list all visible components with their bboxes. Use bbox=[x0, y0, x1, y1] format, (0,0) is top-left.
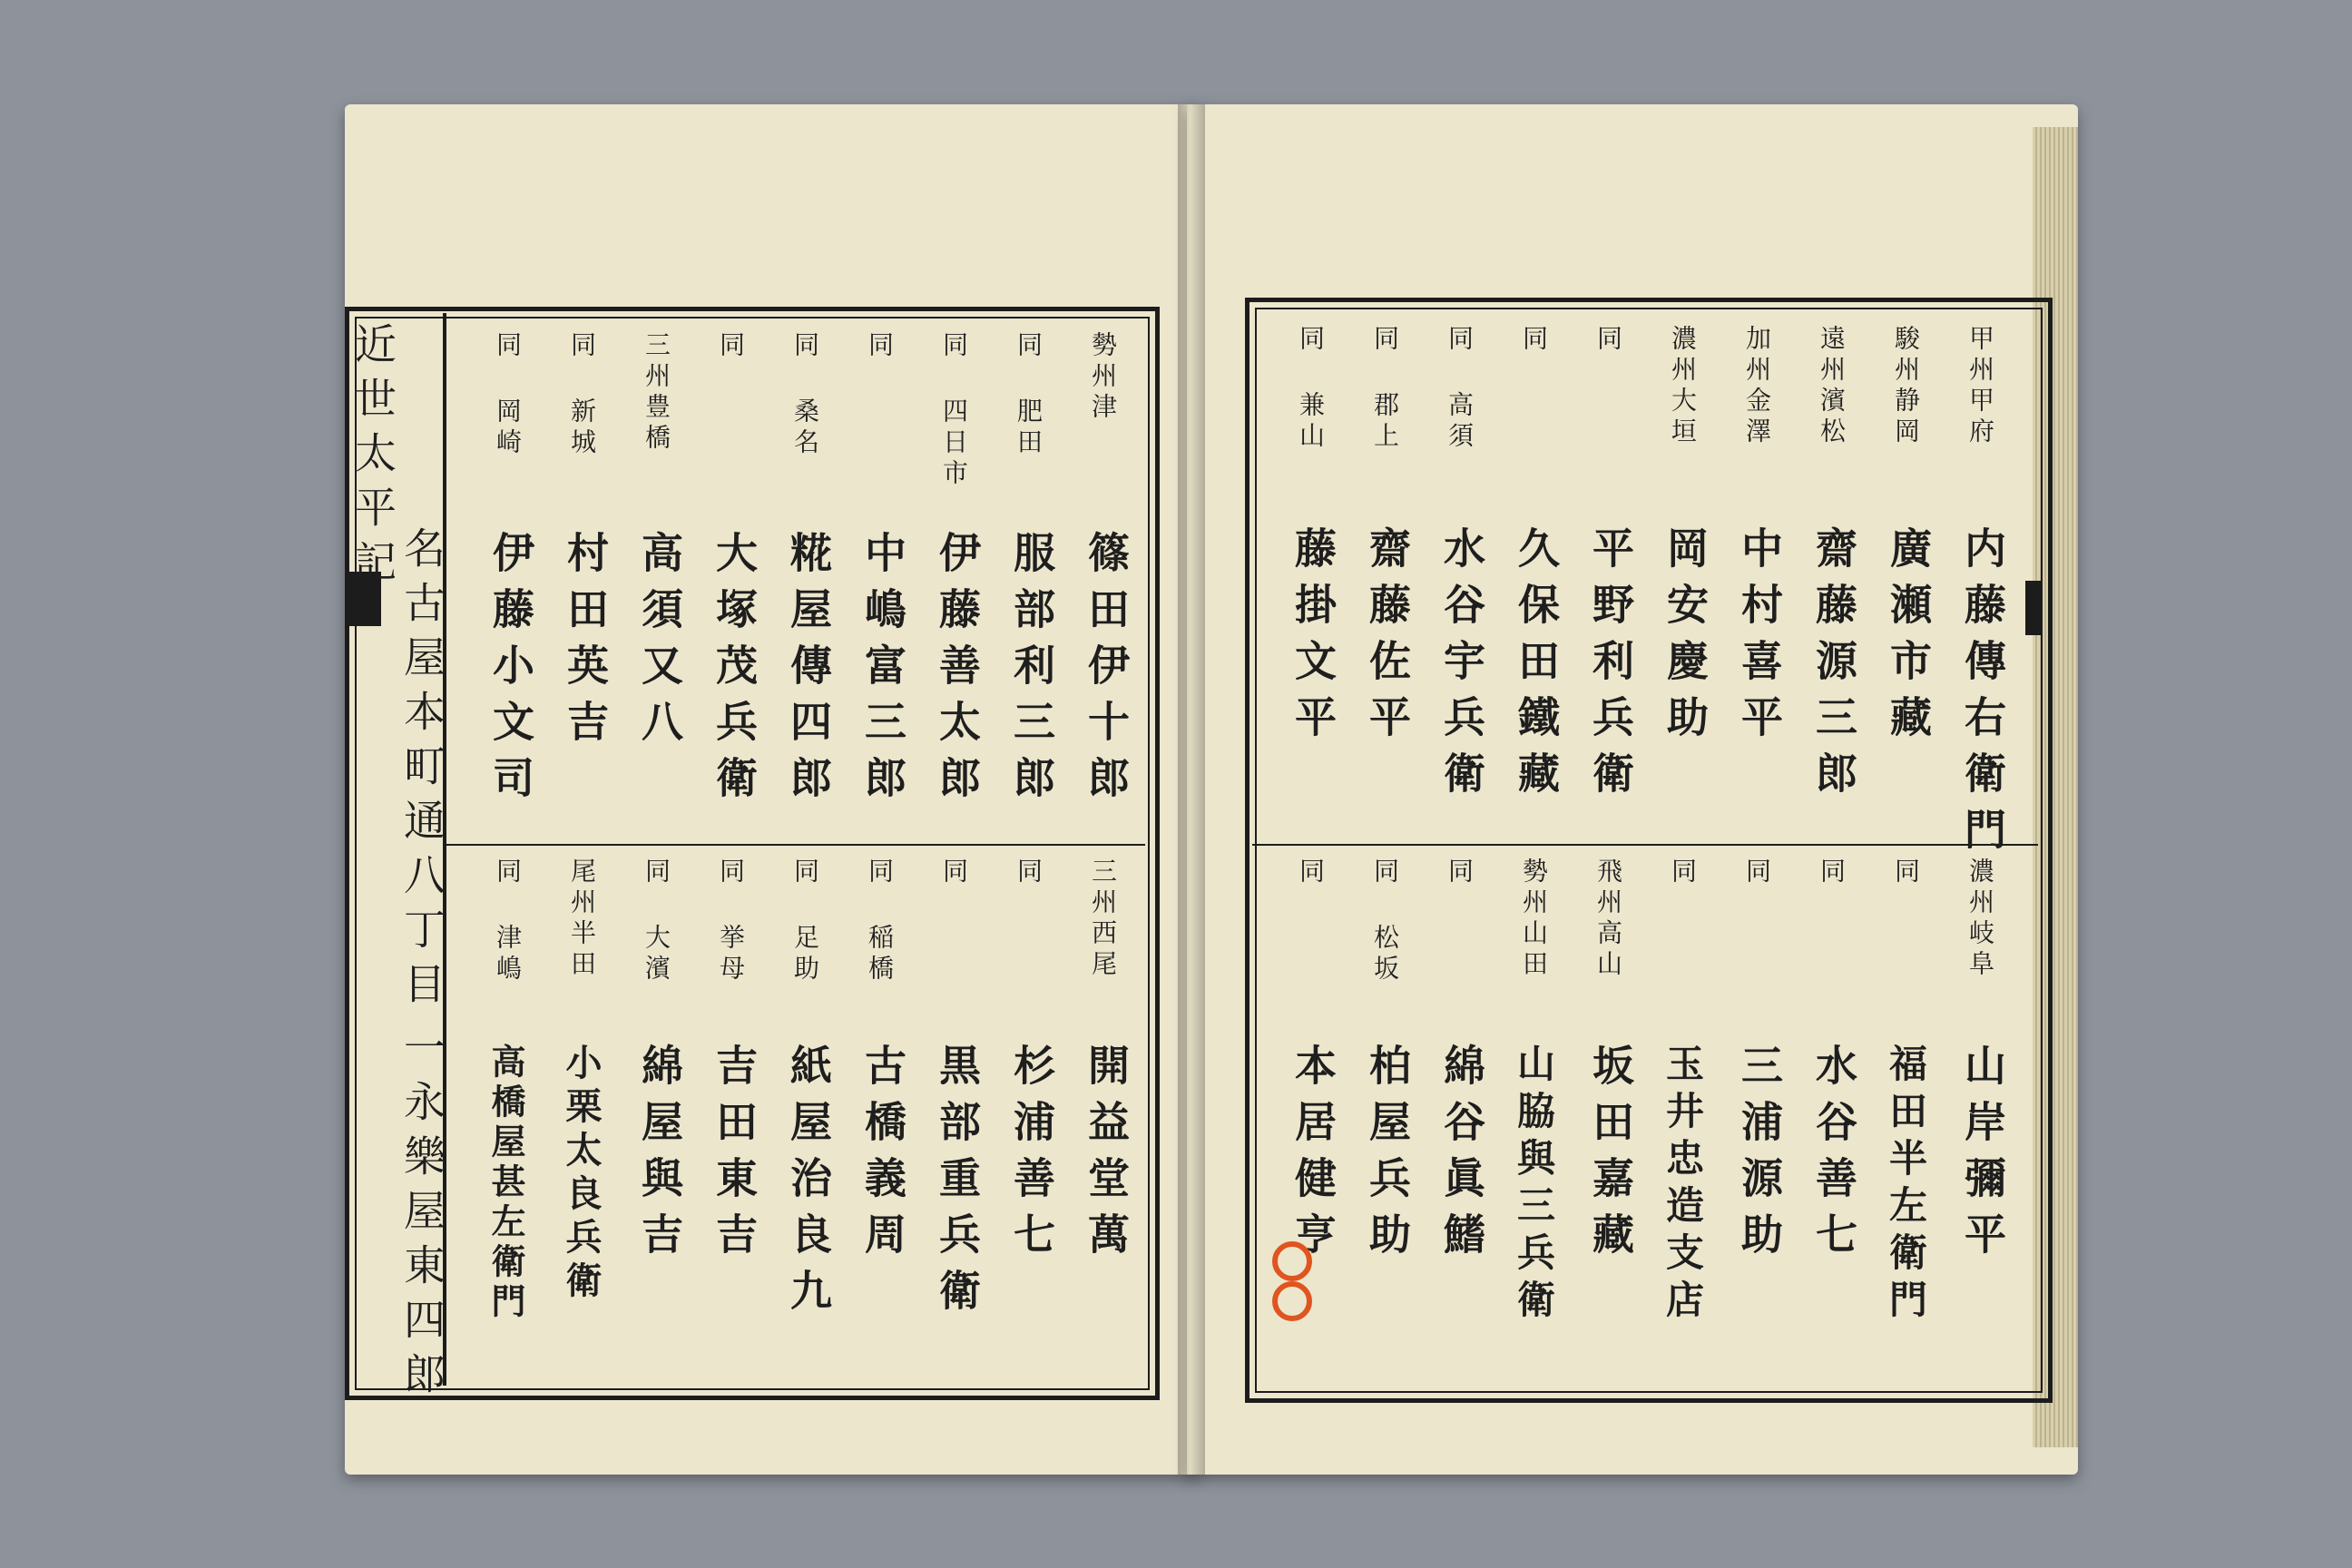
left-middle-rule bbox=[445, 844, 1145, 846]
entry-place: 同 bbox=[1519, 325, 1549, 356]
entry-name: 中嶋富三郎 bbox=[858, 531, 907, 812]
entry-place: 同 bbox=[1817, 858, 1847, 888]
entry-name: 久保田鐵藏 bbox=[1512, 526, 1561, 808]
entry-place: 飛州高山 bbox=[1593, 858, 1623, 981]
entry-place: 甲州甲府 bbox=[1965, 325, 1995, 448]
entry-name: 高橋屋甚左衛門 bbox=[485, 1044, 526, 1323]
entry-name: 綿屋與吉 bbox=[635, 1044, 684, 1269]
entry-place: 駿州静岡 bbox=[1891, 325, 1921, 448]
entry-name: 藤掛文平 bbox=[1289, 526, 1338, 751]
entry-place: 同 bbox=[716, 331, 746, 362]
entry-place: 同 大濱 bbox=[642, 858, 671, 985]
entry-place: 同 bbox=[1668, 858, 1698, 888]
entry-place: 濃州岐阜 bbox=[1965, 858, 1995, 981]
entry-name: 紙屋治良九 bbox=[784, 1044, 833, 1325]
entry-name: 服部利三郎 bbox=[1007, 531, 1056, 812]
book-gutter bbox=[1178, 104, 1205, 1475]
entry-name: 三浦源助 bbox=[1735, 1044, 1784, 1269]
entry-name: 平野利兵衛 bbox=[1586, 526, 1635, 808]
entry-name: 本居健亨 bbox=[1289, 1044, 1338, 1269]
entry-place: 三州豊橋 bbox=[642, 331, 671, 455]
entry-name: 開益堂萬 bbox=[1082, 1044, 1131, 1269]
entry-place: 同 稲橋 bbox=[865, 858, 895, 985]
entry-name: 綿谷眞鰭 bbox=[1437, 1044, 1486, 1269]
entry-name: 坂田嘉藏 bbox=[1586, 1044, 1635, 1269]
entry-place: 同 bbox=[1891, 858, 1921, 888]
entry-name: 玉井忠造支店 bbox=[1661, 1044, 1705, 1327]
entry-name: 齋藤佐平 bbox=[1363, 526, 1412, 751]
entry-name: 篠田伊十郎 bbox=[1082, 531, 1131, 812]
entry-name: 水谷宇兵衛 bbox=[1437, 526, 1486, 808]
entry-name: 福田半左衛門 bbox=[1884, 1044, 1928, 1327]
entry-place: 同 挙母 bbox=[716, 858, 746, 985]
entry-place: 尾州半田 bbox=[567, 858, 597, 981]
entry-place: 遠州濱松 bbox=[1817, 325, 1847, 448]
entry-name: 村田英吉 bbox=[561, 531, 610, 756]
entry-name: 古橋義周 bbox=[858, 1044, 907, 1269]
right-middle-rule bbox=[1252, 844, 2038, 846]
entry-place: 同 津嶋 bbox=[493, 858, 523, 985]
entry-place: 同 四日市 bbox=[939, 331, 969, 490]
entry-place: 同 bbox=[1742, 858, 1772, 888]
entry-place: 加州金澤 bbox=[1742, 325, 1772, 448]
entry-place: 同 bbox=[939, 858, 969, 888]
entry-place: 濃州大垣 bbox=[1668, 325, 1698, 448]
entry-name: 伊藤小文司 bbox=[486, 531, 535, 812]
book-title: 近世太平記 bbox=[348, 322, 397, 594]
entry-name: 大塚茂兵衛 bbox=[710, 531, 759, 812]
entry-name: 糀屋傳四郎 bbox=[784, 531, 833, 812]
header-address: 名古屋本町通八丁目 bbox=[397, 526, 446, 1016]
entry-name: 内藤傳右衛門 bbox=[1958, 526, 2007, 864]
entry-place: 同 bbox=[1445, 858, 1475, 888]
entry-place: 同 肥田 bbox=[1014, 331, 1044, 459]
entry-place: 同 足助 bbox=[790, 858, 820, 985]
entry-name: 杉浦善七 bbox=[1007, 1044, 1056, 1269]
entry-place: 三州西尾 bbox=[1088, 858, 1118, 981]
entry-place: 勢州山田 bbox=[1519, 858, 1549, 981]
red-seal-stamp bbox=[1272, 1281, 1312, 1321]
entry-name: 小栗太良兵衛 bbox=[560, 1044, 603, 1305]
entry-name: 山岸彌平 bbox=[1958, 1044, 2007, 1269]
entry-name: 中村喜平 bbox=[1735, 526, 1784, 751]
red-seal-stamp bbox=[1272, 1241, 1312, 1281]
entry-name: 山脇與三兵衛 bbox=[1512, 1044, 1556, 1327]
entry-name: 高須又八 bbox=[635, 531, 684, 756]
entry-name: 吉田東吉 bbox=[710, 1044, 759, 1269]
entry-place: 同 bbox=[1014, 858, 1044, 888]
entry-name: 伊藤善太郎 bbox=[933, 531, 982, 812]
entry-place: 同 兼山 bbox=[1296, 325, 1326, 453]
right-edge-marker bbox=[2025, 581, 2042, 635]
entry-name: 岡安慶助 bbox=[1661, 526, 1710, 751]
entry-place: 同 bbox=[865, 331, 895, 362]
entry-place: 同 新城 bbox=[567, 331, 597, 459]
entry-place: 同 岡崎 bbox=[493, 331, 523, 459]
entry-place: 同 高須 bbox=[1445, 325, 1475, 453]
publisher-name: 一永樂屋東四郎 bbox=[397, 1025, 446, 1406]
entry-name: 齋藤源三郎 bbox=[1809, 526, 1858, 808]
entry-place: 勢州津 bbox=[1088, 331, 1118, 424]
entry-place: 同 bbox=[1593, 325, 1623, 356]
entry-name: 柏屋兵助 bbox=[1363, 1044, 1412, 1269]
entry-name: 黒部重兵衛 bbox=[933, 1044, 982, 1325]
entry-place: 同 郡上 bbox=[1370, 325, 1400, 453]
entry-place: 同 松坂 bbox=[1370, 858, 1400, 985]
entry-place: 同 桑名 bbox=[790, 331, 820, 459]
entry-name: 水谷善七 bbox=[1809, 1044, 1858, 1269]
entry-name: 廣瀬市藏 bbox=[1884, 526, 1933, 751]
entry-place: 同 bbox=[1296, 858, 1326, 888]
